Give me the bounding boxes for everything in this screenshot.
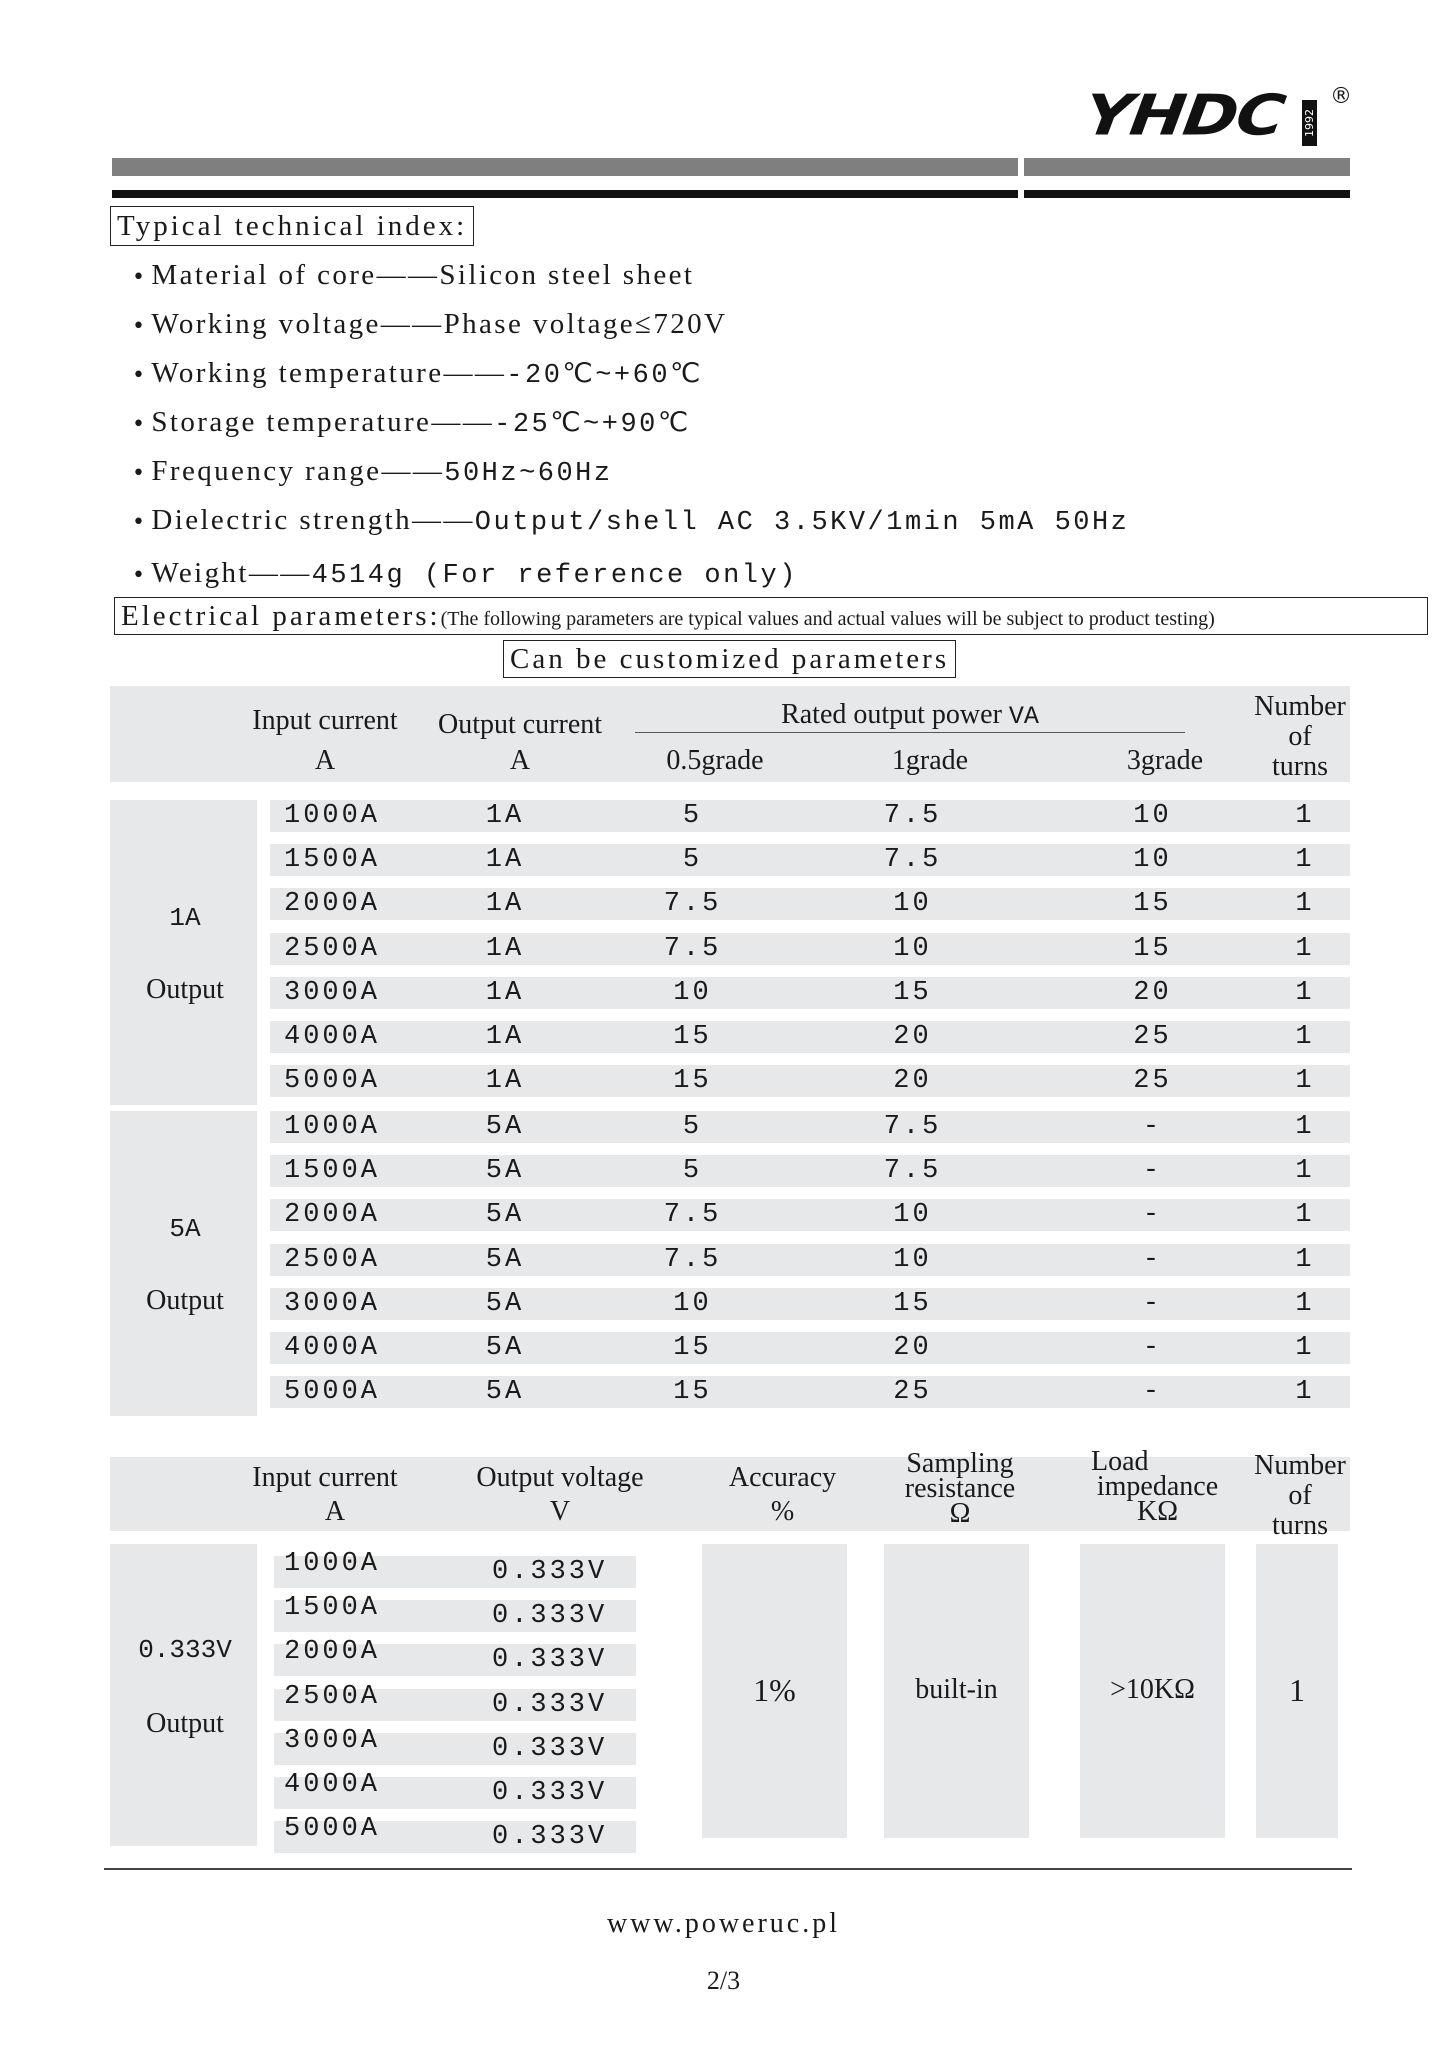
t1-input-unit: A: [314, 745, 336, 776]
cell-g05: 15: [673, 1333, 712, 1363]
t2-turns-1: Number: [1254, 1450, 1346, 1481]
cell-turns: 1: [1295, 977, 1315, 1008]
cell-input: 4000A: [284, 1770, 381, 1800]
t1-turns-2: of: [1288, 721, 1312, 752]
cell-input: 5000A: [284, 1066, 381, 1097]
group-label-primary: 5A: [169, 1214, 201, 1244]
bullet-icon: •: [132, 563, 148, 588]
cell-output: 5A: [485, 1377, 525, 1408]
cell-input: 5000A: [284, 1814, 381, 1845]
t2-output-unit: V: [549, 1496, 571, 1527]
spec-separator: ——: [380, 308, 444, 340]
bullet-icon: •: [132, 412, 148, 437]
t2-sampling-2: resistance: [904, 1473, 1016, 1504]
t2-output-voltage-header: Output voltage: [476, 1462, 644, 1493]
cell-input: 1000A: [284, 801, 381, 831]
cell-g05: 7.5: [663, 933, 722, 964]
cell-g05: 10: [673, 977, 712, 1008]
cell-g3: 25: [1133, 1022, 1172, 1052]
spec-separator: ——: [443, 357, 507, 389]
electrical-title: Electrical parameters:: [121, 600, 441, 632]
group-label-bg: [110, 800, 257, 1105]
bullet-icon: •: [132, 510, 148, 535]
group-label-secondary: Output: [146, 1285, 224, 1316]
t2-turns-2: of: [1288, 1480, 1312, 1511]
cell-g1: 10: [893, 1244, 932, 1275]
t1-grade-05: 0.5grade: [666, 745, 764, 776]
cell-input: 1000A: [284, 1112, 381, 1142]
t2-load-unit: KΩ: [1136, 1496, 1179, 1527]
t2-sampling-unit: Ω: [949, 1498, 971, 1529]
spec-separator: ——: [431, 406, 495, 438]
cell-g1: 20: [893, 1022, 932, 1052]
cell-output: 0.333V: [492, 1557, 608, 1587]
cell-turns: 1: [1295, 1066, 1315, 1097]
spec-value: -20℃~+60℃: [506, 361, 703, 391]
electrical-note: (The following parameters are typical values and actual values will be subject to product testing): [440, 608, 1215, 630]
spec-separator: ——: [411, 504, 475, 536]
t1-rated-power-label: Rated output power: [781, 699, 1002, 730]
cell-output: 0.333V: [492, 1822, 608, 1853]
spec-label: Working temperature: [151, 357, 444, 389]
cell-input: 2000A: [284, 889, 381, 920]
spec-item: [132, 555, 798, 594]
t1-turns-3: turns: [1272, 751, 1328, 782]
cell-output: 1A: [485, 977, 525, 1008]
cell-input: 1500A: [284, 1593, 381, 1624]
cell-g05: 15: [673, 1377, 712, 1408]
spec-value: Phase voltage≤720V: [443, 308, 728, 340]
t2-turns-header: [1245, 1451, 1355, 1541]
cell-turns: 1: [1295, 933, 1315, 964]
t2-turns-3: turns: [1272, 1510, 1328, 1541]
bullet-icon: •: [132, 314, 148, 339]
cell-output: 1A: [485, 889, 525, 920]
spec-label: Dielectric strength: [151, 504, 412, 536]
cell-g05: 7.5: [663, 1244, 722, 1275]
cell-g05: 15: [673, 1066, 712, 1097]
cell-g1: 10: [893, 889, 932, 920]
cell-input: 4000A: [284, 1333, 381, 1363]
group-label-secondary: Output: [146, 974, 224, 1005]
cell-input: 3000A: [284, 1725, 381, 1756]
t2-group-label-1: 0.333V: [138, 1635, 232, 1665]
t1-rated-divider: [635, 732, 1185, 733]
t1-rated-unit: VA: [1008, 702, 1039, 731]
spec-item: [132, 355, 703, 394]
t1-output-unit: A: [509, 745, 531, 776]
spec-value: Output/shell AC 3.5KV/1min 5mA 50Hz: [474, 508, 1130, 538]
cell-turns: 1: [1295, 1377, 1315, 1408]
t1-turns-header: [1245, 692, 1355, 782]
cell-output: 1A: [485, 1022, 525, 1052]
cell-g05: 15: [673, 1022, 712, 1052]
header-bar-grey-left: [112, 158, 1018, 176]
cell-turns: 1: [1295, 1022, 1315, 1052]
cell-output: 1A: [485, 1066, 525, 1097]
spec-item: [132, 257, 694, 296]
cell-input: 3000A: [284, 1288, 381, 1319]
cell-output: 5A: [485, 1333, 525, 1363]
cell-g05: 5: [682, 801, 703, 831]
cell-g1: 10: [893, 933, 932, 964]
t1-grade-3: 3grade: [1126, 745, 1204, 776]
cell-turns: 1: [1295, 801, 1315, 831]
cell-turns: 1: [1295, 889, 1315, 920]
cell-g3: 10: [1133, 801, 1172, 831]
spec-label: Storage temperature: [151, 406, 432, 438]
spec-label: Weight: [151, 557, 249, 589]
header-bar-black-left: [112, 190, 1018, 198]
footer-divider: [104, 1868, 1352, 1870]
t2-group-bg: [110, 1544, 257, 1846]
cell-output: 5A: [485, 1200, 525, 1231]
cell-turns: 1: [1295, 1333, 1315, 1363]
cell-turns: 1: [1295, 1156, 1315, 1187]
t1-rated-power-header: [635, 700, 1185, 732]
cell-output: 1A: [485, 845, 525, 876]
logo-text: YHDC: [1080, 82, 1288, 149]
cell-output: 5A: [485, 1244, 525, 1275]
spec-label: Frequency range: [151, 455, 382, 487]
cell-g1: 7.5: [883, 1156, 942, 1187]
cell-g1: 7.5: [883, 1112, 942, 1142]
t2-sampling-header: [880, 1448, 1040, 1529]
spec-item: [132, 306, 727, 345]
t2-load-value: >10KΩ: [1110, 1674, 1195, 1705]
cell-g1: 15: [893, 1288, 932, 1319]
cell-g3: 25: [1133, 1066, 1172, 1097]
t2-accuracy-value: 1%: [753, 1672, 796, 1708]
cell-g1: 10: [893, 1200, 932, 1231]
t2-input-unit: A: [324, 1496, 346, 1527]
t2-load-2: impedance: [1096, 1471, 1219, 1502]
t2-accuracy-header: Accuracy: [728, 1462, 837, 1493]
spec-label: Working voltage: [151, 308, 381, 340]
cell-input: 1500A: [284, 845, 381, 876]
header-bar-grey-right: [1024, 158, 1350, 176]
t1-turns-1: Number: [1254, 691, 1346, 722]
cell-g3: -: [1142, 1288, 1163, 1319]
logo-year: 1992: [1302, 100, 1317, 146]
cell-input: 4000A: [284, 1022, 381, 1052]
registered-mark: ®: [1330, 84, 1352, 109]
footer-page-number: 2/3: [706, 1966, 741, 1995]
cell-g05: 7.5: [663, 1200, 722, 1231]
t2-accuracy-unit: %: [770, 1496, 795, 1527]
cell-input: 2000A: [284, 1637, 381, 1668]
cell-turns: 1: [1295, 1244, 1315, 1275]
cell-turns: 1: [1295, 845, 1315, 876]
spec-item: [132, 453, 613, 492]
t2-sampling-1: Sampling: [906, 1448, 1014, 1479]
cell-g3: 10: [1133, 845, 1172, 876]
spec-value: -25℃~+90℃: [494, 410, 691, 440]
cell-g1: 7.5: [883, 845, 942, 876]
cell-output: 1A: [485, 801, 525, 831]
cell-g05: 10: [673, 1288, 712, 1319]
cell-g3: -: [1142, 1333, 1163, 1363]
header-bar-black-right: [1024, 190, 1350, 198]
cell-input: 2500A: [284, 1244, 381, 1275]
cell-input: 2000A: [284, 1200, 381, 1231]
cell-turns: 1: [1295, 1288, 1315, 1319]
group-label-bg: [110, 1111, 257, 1416]
cell-output: 5A: [485, 1112, 525, 1142]
cell-g3: -: [1142, 1244, 1163, 1275]
spec-item: [132, 502, 1129, 541]
cell-turns: 1: [1295, 1200, 1315, 1231]
customized-box: Can be customized parameters: [503, 640, 956, 678]
spec-separator: ——: [248, 557, 312, 589]
cell-output: 0.333V: [492, 1689, 608, 1720]
spec-value: 50Hz~60Hz: [444, 459, 613, 489]
spec-value: 4514g (For reference only): [311, 561, 798, 591]
cell-g1: 25: [893, 1377, 932, 1408]
cell-g3: 15: [1133, 933, 1172, 964]
typical-title-box: Typical technical index:: [110, 206, 474, 246]
spec-separator: ——: [376, 259, 440, 291]
cell-g1: 20: [893, 1066, 932, 1097]
t2-sampling-value: built-in: [915, 1674, 998, 1705]
cell-g3: -: [1142, 1156, 1163, 1187]
cell-g3: -: [1142, 1112, 1163, 1142]
t1-input-current-header: Input current: [252, 705, 398, 736]
cell-input: 3000A: [284, 977, 381, 1008]
cell-output: 1A: [485, 933, 525, 964]
cell-input: 2500A: [284, 933, 381, 964]
t2-load-header: [1075, 1446, 1240, 1527]
spec-label: Material of core: [151, 259, 377, 291]
cell-g05: 5: [682, 1156, 703, 1187]
cell-input: 1000A: [284, 1549, 381, 1579]
cell-output: 0.333V: [492, 1601, 608, 1632]
t2-load-1: Load: [1091, 1446, 1149, 1477]
cell-g05: 5: [682, 845, 703, 876]
cell-g05: 7.5: [663, 889, 722, 920]
bullet-icon: •: [132, 363, 148, 388]
t2-input-current-header: Input current: [252, 1462, 398, 1493]
t1-output-current-header: Output current: [437, 709, 603, 740]
spec-item: [132, 404, 691, 443]
bullet-icon: •: [132, 461, 148, 486]
bullet-icon: •: [132, 265, 148, 290]
t2-group-label-2: Output: [146, 1708, 224, 1739]
cell-g05: 5: [682, 1112, 703, 1142]
cell-g3: 15: [1133, 889, 1172, 920]
cell-output: 0.333V: [492, 1778, 608, 1808]
cell-g1: 15: [893, 977, 932, 1008]
cell-input: 1500A: [284, 1156, 381, 1187]
cell-output: 5A: [485, 1156, 525, 1187]
cell-input: 2500A: [284, 1681, 381, 1712]
cell-g1: 7.5: [883, 801, 942, 831]
cell-g3: 20: [1133, 977, 1172, 1008]
cell-g3: -: [1142, 1200, 1163, 1231]
electrical-title-box: [114, 597, 1428, 635]
group-label-primary: 1A: [169, 903, 201, 933]
cell-g3: -: [1142, 1377, 1163, 1408]
spec-value: Silicon steel sheet: [439, 259, 695, 291]
cell-output: 0.333V: [492, 1733, 608, 1764]
brand-logo: [1080, 82, 1328, 149]
cell-output: 5A: [485, 1288, 525, 1319]
cell-g1: 20: [893, 1333, 932, 1363]
spec-separator: ——: [381, 455, 445, 487]
cell-turns: 1: [1295, 1112, 1315, 1142]
cell-output: 0.333V: [492, 1645, 608, 1676]
t1-grade-1: 1grade: [891, 745, 969, 776]
t2-turns-value: 1: [1289, 1672, 1305, 1708]
footer-website: www.poweruc.pl: [606, 1908, 841, 1939]
cell-input: 5000A: [284, 1377, 381, 1408]
